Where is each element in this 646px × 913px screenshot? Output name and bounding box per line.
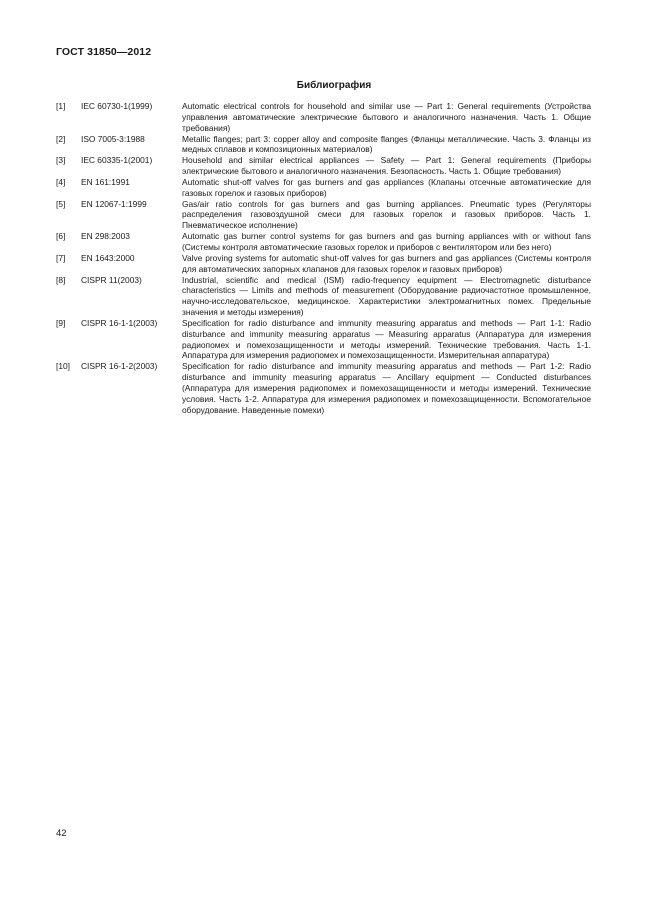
- entry-title: Metallic flanges; part 3: copper alloy and composite flanges (Фланцы металлические. Часть 3. Фланцы из медных сплавов и композиционных материалов): [182, 133, 591, 155]
- entry-number: [6]: [56, 231, 66, 242]
- standard-code: EN 161:1991: [81, 176, 130, 187]
- standard-code: EN 1643:2000: [81, 252, 135, 263]
- bibliography-list: [56, 101, 591, 415]
- entry-title: Automatic shut-off valves for gas burners and gas appliances (Клапаны отсечные автоматические для газовых горелок и газовых приборов): [182, 176, 591, 198]
- entry-title: Automatic gas burner control systems for gas burners and gas burning appliances with or without fans (Системы контроля автоматические газовых горелок и приборов с вентилятором или без него): [182, 231, 591, 252]
- entry-title: Gas/air ratio controls for gas burners and gas burning appliances. Pneumatic types (Регуляторы распределения газовоздушной смеси для газовых горелок и газовых приборов. Часть 1. Пневматическое исполнение): [182, 198, 591, 231]
- standard-code: CISPR 16-1-1(2003): [81, 317, 158, 328]
- standard-code: CISPR 16-1-2(2003): [81, 361, 158, 372]
- bibliography-entry: [56, 177, 591, 199]
- page-number: 42: [56, 828, 67, 839]
- bibliography-entry: [56, 101, 591, 134]
- bibliography-entry: [56, 231, 591, 253]
- standard-code: EN 298:2003: [81, 231, 130, 242]
- entry-number: [2]: [56, 133, 66, 144]
- entry-number: [3]: [56, 155, 66, 166]
- standard-code: IEC 60335-1(2001): [81, 155, 153, 166]
- section-title: Библиография: [296, 80, 372, 91]
- entry-number: [7]: [56, 252, 66, 263]
- entry-number: [8]: [56, 274, 66, 285]
- entry-title: Specification for radio disturbance and immunity measuring apparatus and methods — Part 1-1: Radio disturbance and immunity measuring apparatus — Measuring apparatus (Аппаратура для измерения радиопомех и помехозащищенности и методы измерений. Технические требования. Часть 1-1. Аппаратура для измерения радиопомех и помехозащищенности. Измерительная аппаратура): [182, 317, 591, 361]
- entry-number: [4]: [56, 176, 66, 187]
- bibliography-entry: [56, 155, 591, 177]
- entry-number: [9]: [56, 317, 66, 328]
- entry-title: Automatic electrical controls for household and similar use — Part 1: General requirements (Устройства управления автоматические электрические бытового и аналогичного назначения. Часть 1. Общие требования): [182, 101, 591, 133]
- bibliography-entry: [56, 361, 591, 415]
- standard-code: EN 12067-1:1999: [81, 198, 147, 209]
- bibliography-entry: [56, 253, 591, 275]
- bibliography-entry: [56, 199, 591, 232]
- standard-header: ГОСТ 31850—2012: [56, 46, 152, 58]
- entry-number: [5]: [56, 198, 66, 209]
- standard-code: IEC 60730-1(1999): [81, 101, 153, 111]
- bibliography-entry: [56, 134, 591, 156]
- entry-title: Valve proving systems for automatic shut-off valves for gas burners and gas appliances (Системы контроля для автоматических запорных клапанов для газовых горелок и газовых приборов): [182, 252, 591, 274]
- entry-title: Specification for radio disturbance and immunity measuring apparatus and methods — Part 1-2: Radio disturbance and immunity measuring apparatus — Ancillary equipment — Conducted disturbances (Аппаратура для измерения радиопомех и помехозащищенности и методы измерений. Технические условия. Часть 1-2. Аппаратура для измерения радиопомех и помехозащищенности. Вспомогательное оборудование. Наведенные помехи): [182, 361, 591, 415]
- standard-code: ISO 7005-3:1988: [81, 133, 145, 144]
- standard-code: CISPR 11(2003): [81, 274, 142, 285]
- entry-number: [10]: [56, 361, 70, 372]
- entry-number: [1]: [56, 101, 66, 111]
- bibliography-entry: [56, 275, 591, 318]
- bibliography-entry: [56, 318, 591, 361]
- entry-title: Household and similar electrical appliances — Safety — Part 1: General requirements (Приборы электрические бытового и аналогичного назначения. Безопасность. Часть 1. Общие требования): [182, 155, 591, 177]
- entry-title: Industrial, scientific and medical (ISM) radio-frequency equipment — Electromagnetic disturbance characteristics — Limits and methods of measurement (Оборудование радиочастотное промышленное, научно-исследовательское, медицинское. Характеристики электромагнитных помех. Предельные значения и методы измерения): [182, 274, 591, 318]
